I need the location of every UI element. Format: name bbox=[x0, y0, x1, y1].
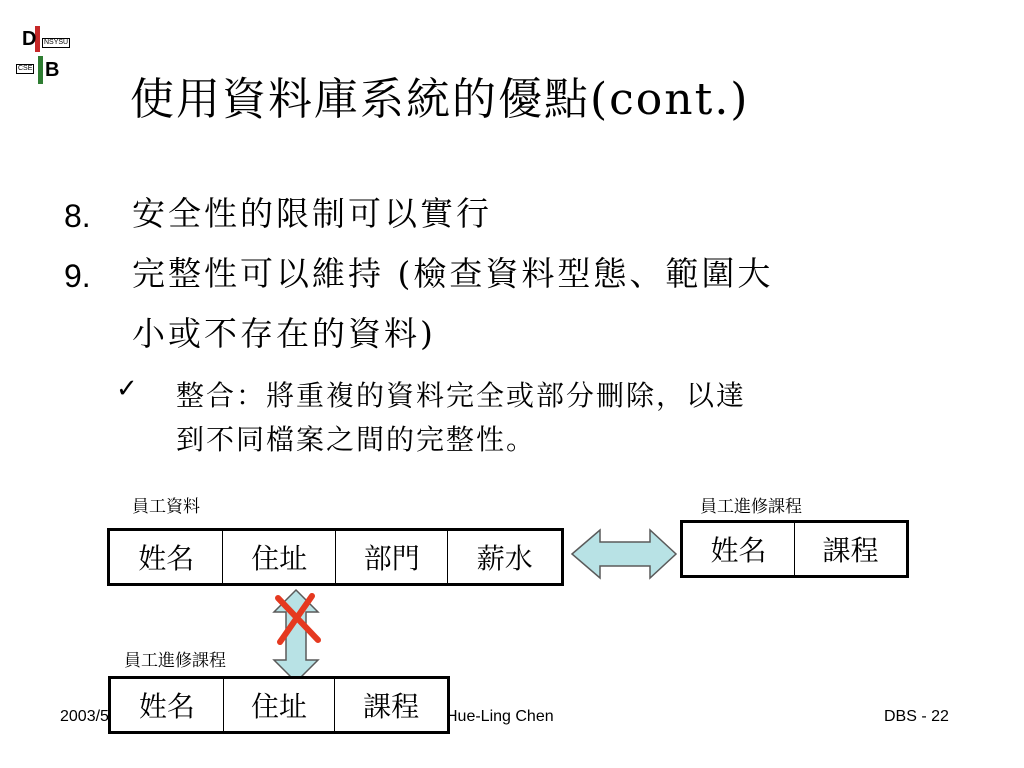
table2-cell-course: 課程 bbox=[795, 522, 908, 577]
table1-cell-department: 部門 bbox=[335, 530, 448, 585]
table1-caption: 員工資料 bbox=[132, 497, 200, 517]
sub-item-text-line2: 到不同檔案之間的完整性。 bbox=[176, 423, 537, 456]
logo-letter-b: B bbox=[38, 56, 56, 84]
table3-cell-address: 住址 bbox=[223, 678, 335, 733]
table1-cell-address: 住址 bbox=[223, 530, 336, 585]
table2-cell-name: 姓名 bbox=[682, 522, 795, 577]
table3-cell-name: 姓名 bbox=[110, 678, 224, 733]
item-9-text-line2: 小或不存在的資料) bbox=[132, 314, 436, 353]
item-9-text-line1: 完整性可以維持 (檢查資料型態、範圍大 bbox=[132, 254, 774, 293]
table1-cell-salary: 薪水 bbox=[448, 530, 563, 585]
slide-title: 使用資料庫系統的優點(cont.) bbox=[130, 74, 750, 125]
logo-letter-d: D bbox=[22, 26, 40, 52]
table2-caption: 員工進修課程 bbox=[700, 497, 802, 517]
sub-item-text-line1: 整合：將重複的資料完全或部分刪除，以達 bbox=[176, 379, 747, 412]
table1-cell-name: 姓名 bbox=[109, 530, 223, 585]
footer-author: Hue-Ling Chen bbox=[446, 708, 554, 725]
logo-cse-label: CSE bbox=[18, 65, 33, 72]
logo-nsysu-label: NSYSU bbox=[44, 39, 69, 46]
item-9-number: 9. bbox=[64, 258, 91, 294]
table3-cell-course: 課程 bbox=[335, 678, 449, 733]
item-8-text: 安全性的限制可以實行 bbox=[132, 194, 492, 233]
footer-page-number: DBS - 22 bbox=[884, 708, 949, 725]
table3-caption: 員工進修課程 bbox=[124, 651, 226, 671]
footer-date: 2003/5 bbox=[60, 708, 109, 725]
checkmark-icon: ✓ bbox=[116, 374, 138, 404]
merged-table bbox=[108, 676, 450, 734]
item-8-number: 8. bbox=[64, 198, 91, 234]
double-arrow-horizontal-icon bbox=[572, 530, 676, 578]
